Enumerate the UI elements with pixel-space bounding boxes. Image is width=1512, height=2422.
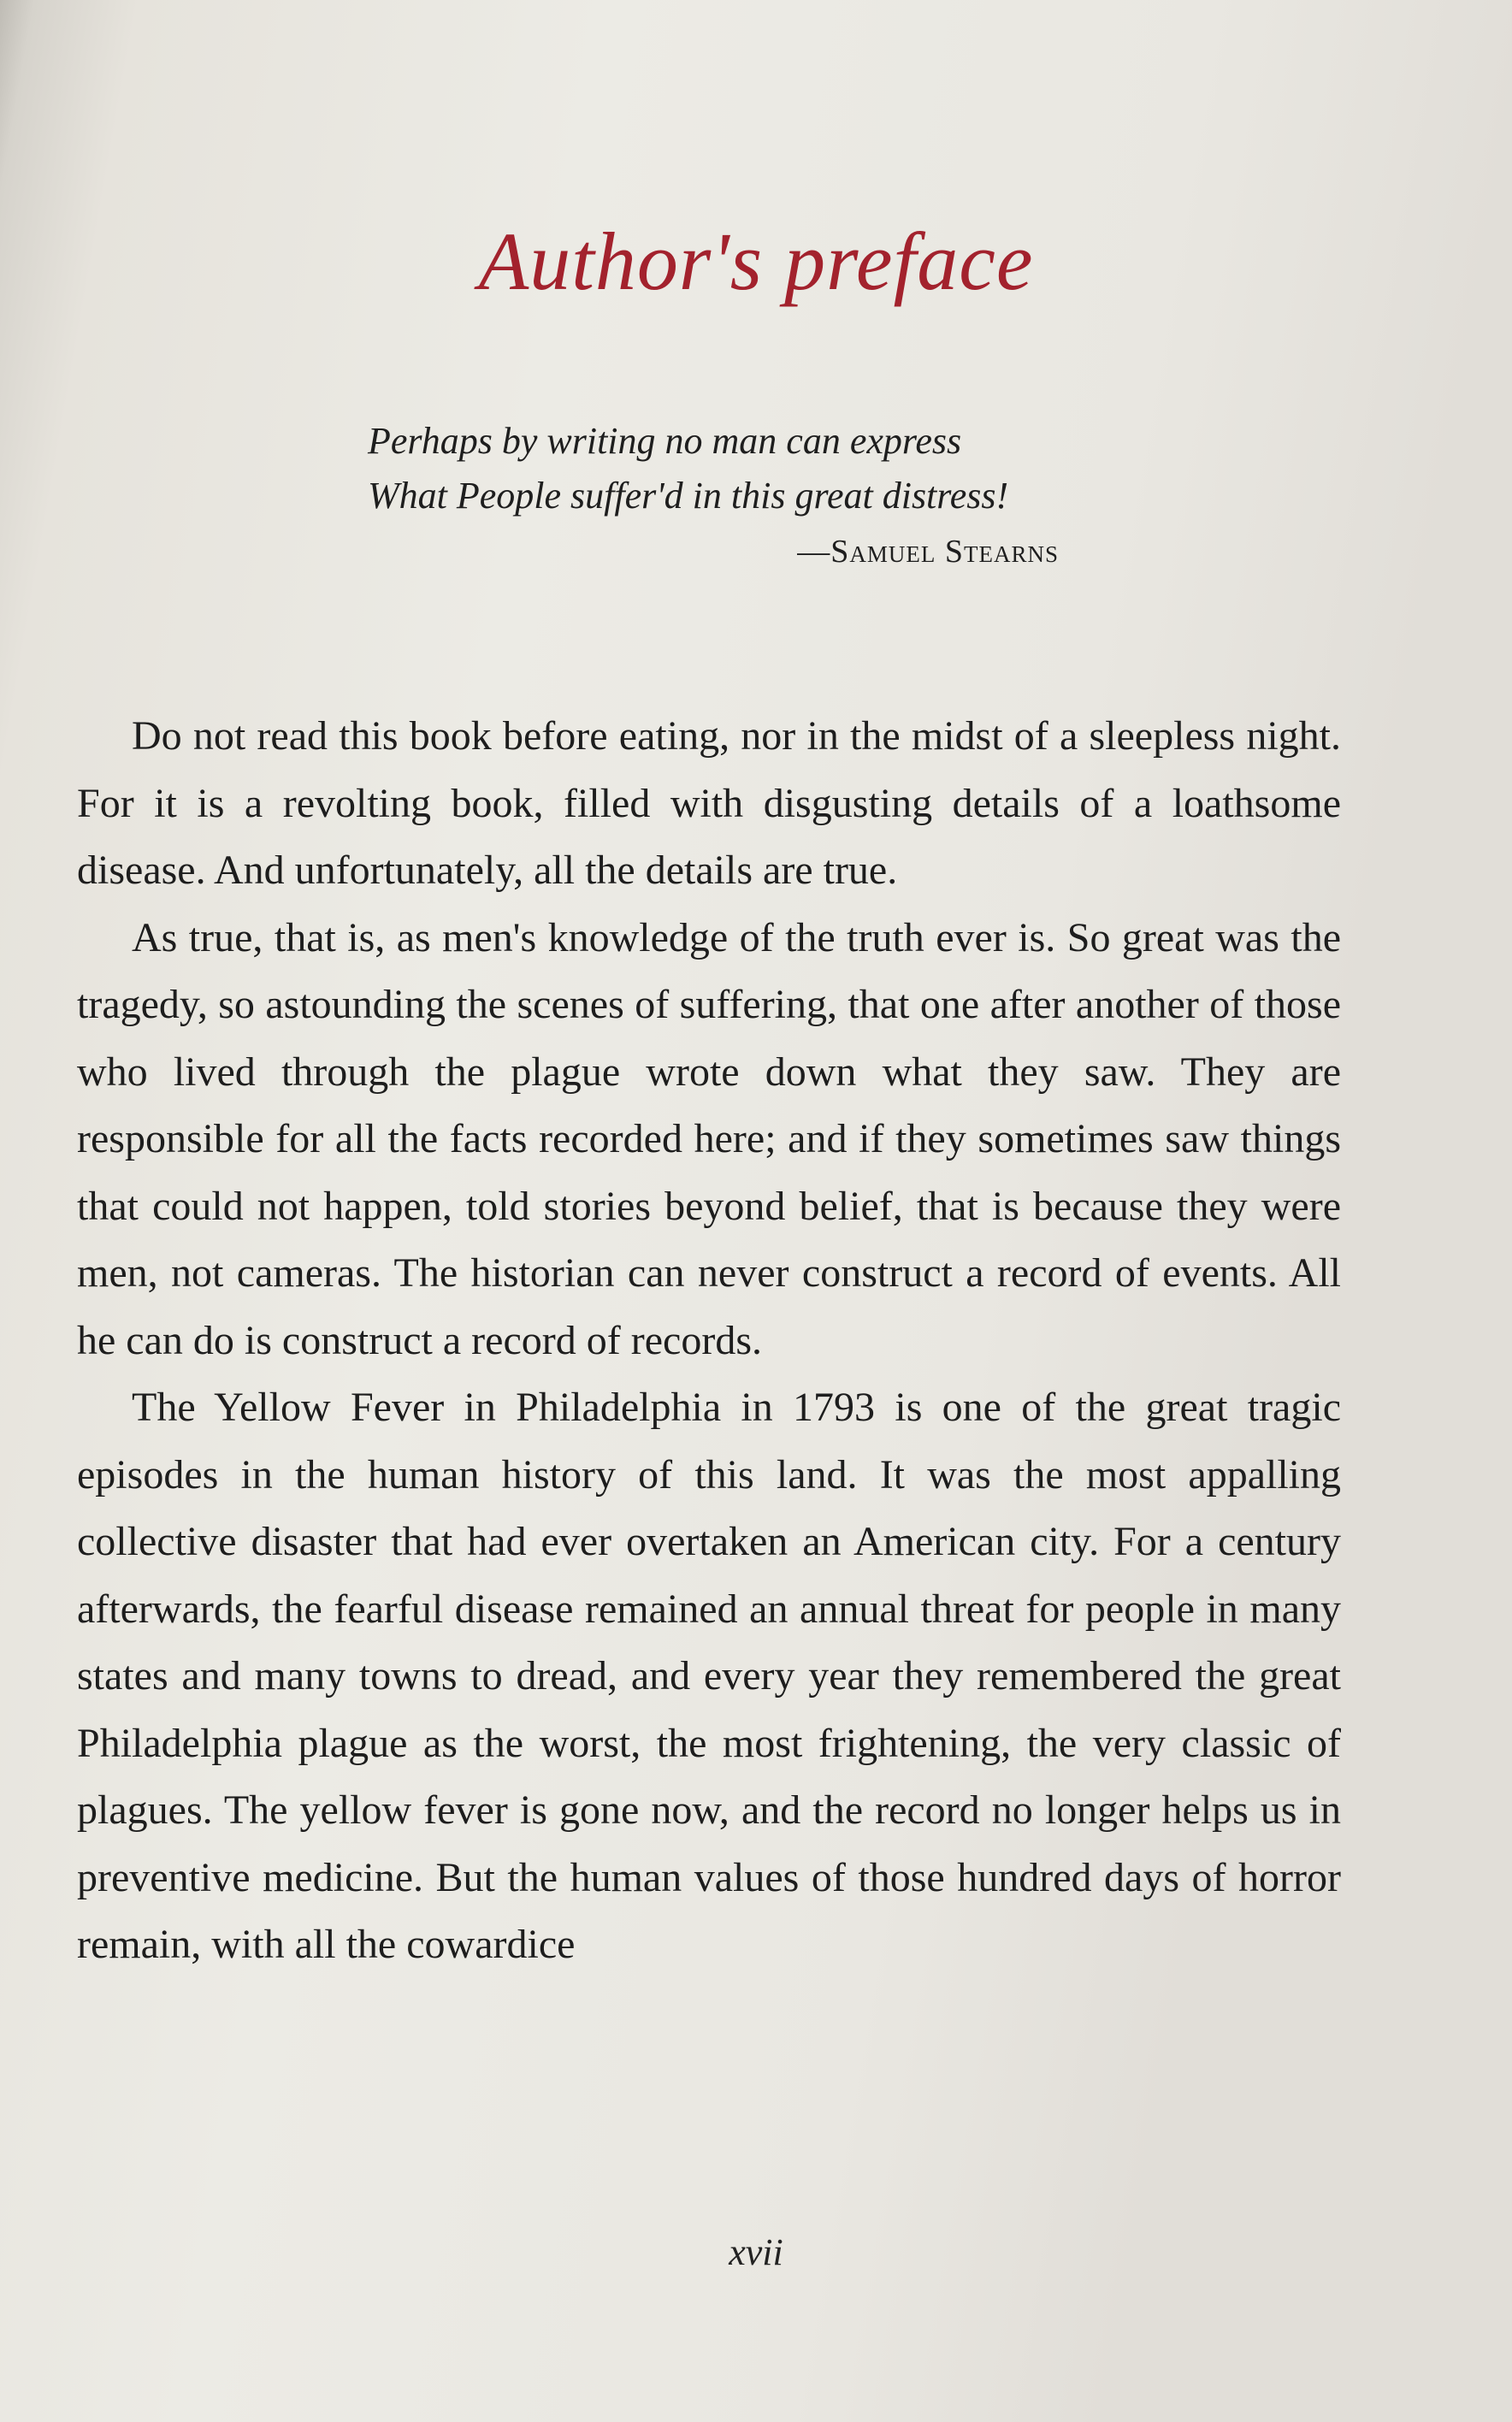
body-text xyxy=(77,703,1341,1979)
page-title: Author's preface xyxy=(478,216,1034,307)
epigraph-line-2: What People suffer'd in this great distress! xyxy=(368,475,1009,517)
epigraph-line-1: Perhaps by writing no man can express xyxy=(368,420,962,462)
paragraph-2: As true, that is, as men's knowledge of the truth ever is. So great was the tragedy, so astounding the scenes of suffering, that one after another of those who lived through the plague wrote down what they saw. They are responsible for all the facts recorded here; and if they sometimes saw things that could not happen, told stories beyond belief, that is because they were men, not cameras. The historian can never construct a record of events. All he can do is construct a record of records. xyxy=(77,914,1341,1363)
epigraph xyxy=(368,414,1069,580)
show-through-text xyxy=(103,0,1437,770)
paragraph-1: Do not read this book before eating, nor in the midst of a sleepless night. For it is a revolting book, filled with disgusting details of a loathsome disease. And unfortunately, all the details are true. xyxy=(77,713,1341,893)
page-number: xvii xyxy=(729,2231,783,2273)
paragraph-3: The Yellow Fever in Philadelphia in 1793 is one of the great tragic episodes in the human history of this land. It was the most appalling collective disaster that had ever overtaken an American city. For a century afterwards, the fearful disease remained an annual threat for people in many states and many towns to dread, and every year they remembered the great Philadelphia plague as the worst, the most frightening, the very classic of plagues. The yellow fever is gone now, and the record no longer helps us in preventive medicine. But the human values of those hundred days of horror remain, with all the cowardice xyxy=(77,1385,1341,1967)
epigraph-attribution: —Samuel Stearns xyxy=(797,534,1059,570)
